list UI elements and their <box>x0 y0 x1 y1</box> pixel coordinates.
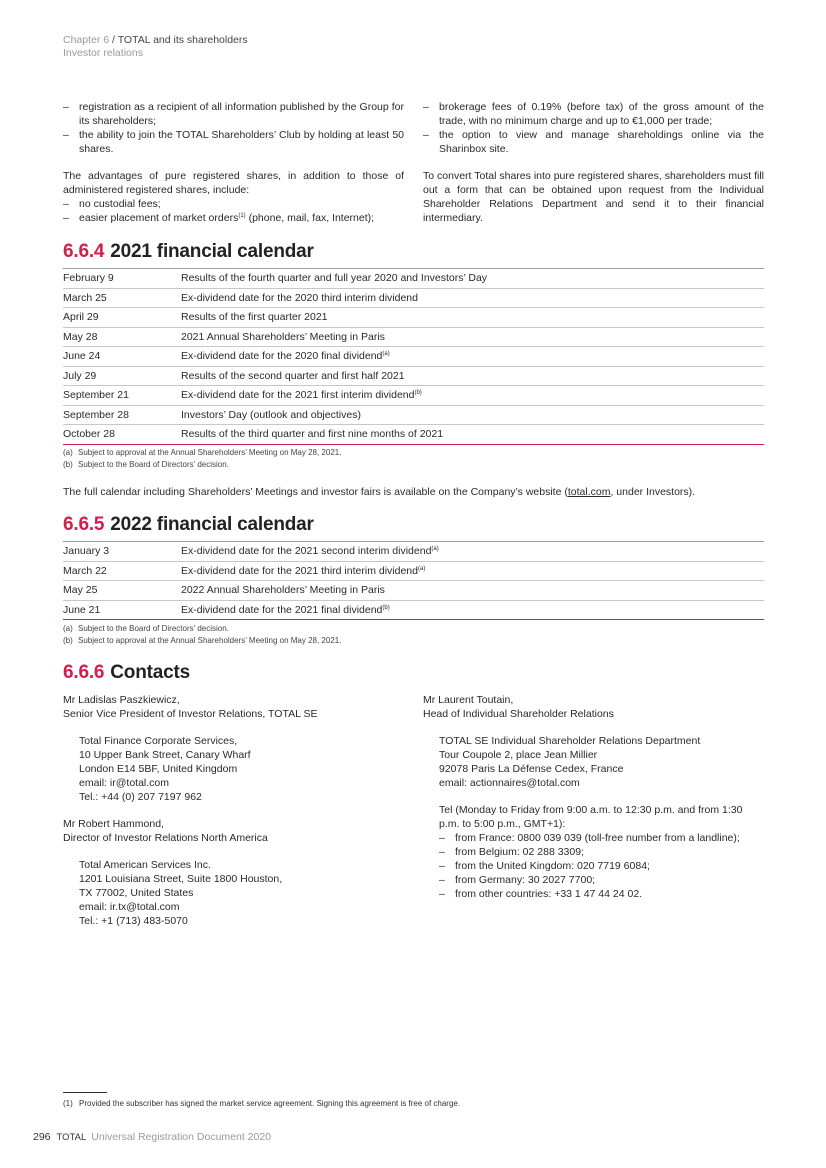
calendar-event: Investors’ Day (outlook and objectives) <box>181 405 764 425</box>
intro-right-column <box>423 100 764 225</box>
calendar-event: Results of the third quarter and first nine months of 2021 <box>181 425 764 445</box>
page-number: 296 <box>33 1131 51 1143</box>
contact-address: TOTAL SE Individual Shareholder Relations Department Tour Coupole 2, place Jean Millier 92078 Paris La Défense Cedex, France email: actionnaires@total.com Tel (Monday to Friday from 9:00 a.m. to 12:30 p.m. and from 1:30 p.m. to 5:00 p.m., GMT+1): – from France: 0800 039 039 (toll-free number from a landline); – from Belgium: 02 288 3309; – from the United Kingdom: 020 7719 6084; – from Germany: 30 2027 7700; – from other countries: +33 1 47 44 24 02. <box>423 734 764 901</box>
list-item: – easier placement of market orders$^{(1)}$ (phone, mail, fax, Internet); <box>63 211 404 225</box>
list-item: – the ability to join the TOTAL Shareholders’ Club by holding at least 50 shares. <box>63 128 404 156</box>
paragraph: To convert Total shares into pure registered shares, shareholders must fill out a form that can be obtained upon request from the Individual Shareholder Relations Department and send it to their financial intermediary. <box>423 170 764 224</box>
website-link[interactable]: total.com <box>567 486 611 498</box>
calendar-event: Results of the second quarter and first half 2021 <box>181 366 764 386</box>
phone-item: – from the United Kingdom: 020 7719 6084; <box>439 859 764 873</box>
table-note: (b) Subject to the Board of Directors’ decision. <box>63 460 229 469</box>
table-row <box>63 327 764 347</box>
contact-role: Head of Individual Shareholder Relations <box>423 708 614 720</box>
paragraph: The advantages of pure registered shares, in addition to those of administered registered shares, include: <box>63 170 404 196</box>
page-footer <box>33 1131 271 1143</box>
table-row <box>63 405 764 425</box>
table-row <box>63 347 764 367</box>
calendar-event: Ex-dividend date for the 2021 first interim dividend$^{(b)}$ <box>181 386 764 406</box>
phone-item: – from Germany: 30 2027 7700; <box>439 873 764 887</box>
contact-name: Mr Robert Hammond, <box>63 818 164 830</box>
calendar-event: Ex-dividend date for the 2021 third interim dividend$^{(a)}$ <box>181 561 764 581</box>
phone-item: – from other countries: +33 1 47 44 24 02. <box>439 887 764 901</box>
chapter-label: Chapter 6 <box>63 34 110 46</box>
chapter-title: TOTAL and its shareholders <box>117 34 248 46</box>
table-row <box>63 386 764 406</box>
table-row <box>63 425 764 445</box>
section-heading-2022: 6.6.5 2022 financial calendar <box>63 514 314 535</box>
calendar-date: May 28 <box>63 327 181 347</box>
intro-left-column <box>63 100 404 225</box>
calendar-date: March 25 <box>63 288 181 308</box>
calendar-event: Ex-dividend date for the 2020 final dividend$^{(a)}$ <box>181 347 764 367</box>
contact-name: Mr Laurent Toutain, <box>423 694 514 706</box>
contacts-right <box>423 693 764 901</box>
calendar-date: June 21 <box>63 600 181 620</box>
phone-item: – from Belgium: 02 288 3309; <box>439 845 764 859</box>
brand-name: TOTAL <box>56 1132 87 1143</box>
calendar-event: Ex-dividend date for the 2020 third interim dividend <box>181 288 764 308</box>
footnote: (1) Provided the subscriber has signed the market service agreement. Signing this agreement is free of charge. <box>63 1099 461 1108</box>
table-row <box>63 288 764 308</box>
contact-name: Mr Ladislas Paszkiewicz, <box>63 694 180 706</box>
contact-address: Total American Services Inc. 1201 Louisiana Street, Suite 1800 Houston, TX 77002, United States email: ir.tx@total.com Tel.: +1 (713) 483-5070 <box>79 859 283 927</box>
calendar-event: 2022 Annual Shareholders’ Meeting in Paris <box>181 581 764 601</box>
table-row <box>63 366 764 386</box>
section-heading-contacts: 6.6.6 Contacts <box>63 662 190 683</box>
table-row <box>63 581 764 601</box>
footnote-divider <box>63 1092 107 1093</box>
table-row <box>63 600 764 620</box>
document-title: Universal Registration Document 2020 <box>91 1131 272 1143</box>
table-note: (a) Subject to the Board of Directors’ decision. <box>63 624 229 633</box>
contact-role: Director of Investor Relations North America <box>63 832 268 844</box>
calendar-date: February 9 <box>63 269 181 289</box>
calendar-event: Results of the first quarter 2021 <box>181 308 764 328</box>
calendar-event: Results of the fourth quarter and full year 2020 and Investors’ Day <box>181 269 764 289</box>
table-row <box>63 308 764 328</box>
calendar-note: The full calendar including Shareholders’ Meetings and investor fairs is available on the Company’s website (total.com, under Investors). <box>63 486 696 498</box>
list-item: – no custodial fees; <box>63 197 404 211</box>
calendar-2021-notes <box>63 447 341 471</box>
list-item: – brokerage fees of 0.19% (before tax) of the gross amount of the trade, with no minimum charge and up to €1,000 per trade; <box>423 100 764 128</box>
list-item: – registration as a recipient of all information published by the Group for its shareholders; <box>63 100 404 128</box>
calendar-date: October 28 <box>63 425 181 445</box>
phone-hours: Tel (Monday to Friday from 9:00 a.m. to 12:30 p.m. and from 1:30 p.m. to 5:00 p.m., GMT+1): <box>439 804 743 830</box>
contacts-left <box>63 693 404 928</box>
contact-address: Total Finance Corporate Services, 10 Upper Bank Street, Canary Wharf London E14 5BF, United Kingdom email: ir@total.com Tel.: +44 (0) 207 7197 962 <box>79 735 251 803</box>
calendar-event: Ex-dividend date for the 2021 second interim dividend$^{(a)}$ <box>181 542 764 562</box>
calendar-date: March 22 <box>63 561 181 581</box>
calendar-2022-table <box>63 541 764 620</box>
table-row <box>63 269 764 289</box>
list-item: – the option to view and manage shareholdings online via the Sharinbox site. <box>423 128 764 156</box>
calendar-date: September 21 <box>63 386 181 406</box>
calendar-date: May 25 <box>63 581 181 601</box>
table-row <box>63 542 764 562</box>
table-row <box>63 561 764 581</box>
calendar-date: September 28 <box>63 405 181 425</box>
calendar-date: April 29 <box>63 308 181 328</box>
page-header: Chapter 6 / TOTAL and its shareholders Investor relations <box>63 34 248 59</box>
calendar-event: 2021 Annual Shareholders’ Meeting in Paris <box>181 327 764 347</box>
calendar-date: July 29 <box>63 366 181 386</box>
chapter-subtitle: Investor relations <box>63 47 143 59</box>
calendar-date: June 24 <box>63 347 181 367</box>
calendar-date: January 3 <box>63 542 181 562</box>
phone-item: – from France: 0800 039 039 (toll-free number from a landline); <box>439 831 764 845</box>
calendar-2022-notes <box>63 623 341 647</box>
section-heading-2021: 6.6.4 2021 financial calendar <box>63 241 314 262</box>
calendar-2021-table <box>63 268 764 445</box>
contact-role: Senior Vice President of Investor Relations, TOTAL SE <box>63 708 318 720</box>
table-note: (b) Subject to approval at the Annual Shareholders’ Meeting on May 28, 2021. <box>63 636 342 645</box>
table-note: (a) Subject to approval at the Annual Shareholders’ Meeting on May 28, 2021. <box>63 448 342 457</box>
calendar-event: Ex-dividend date for the 2021 final dividend$^{(b)}$ <box>181 600 764 620</box>
